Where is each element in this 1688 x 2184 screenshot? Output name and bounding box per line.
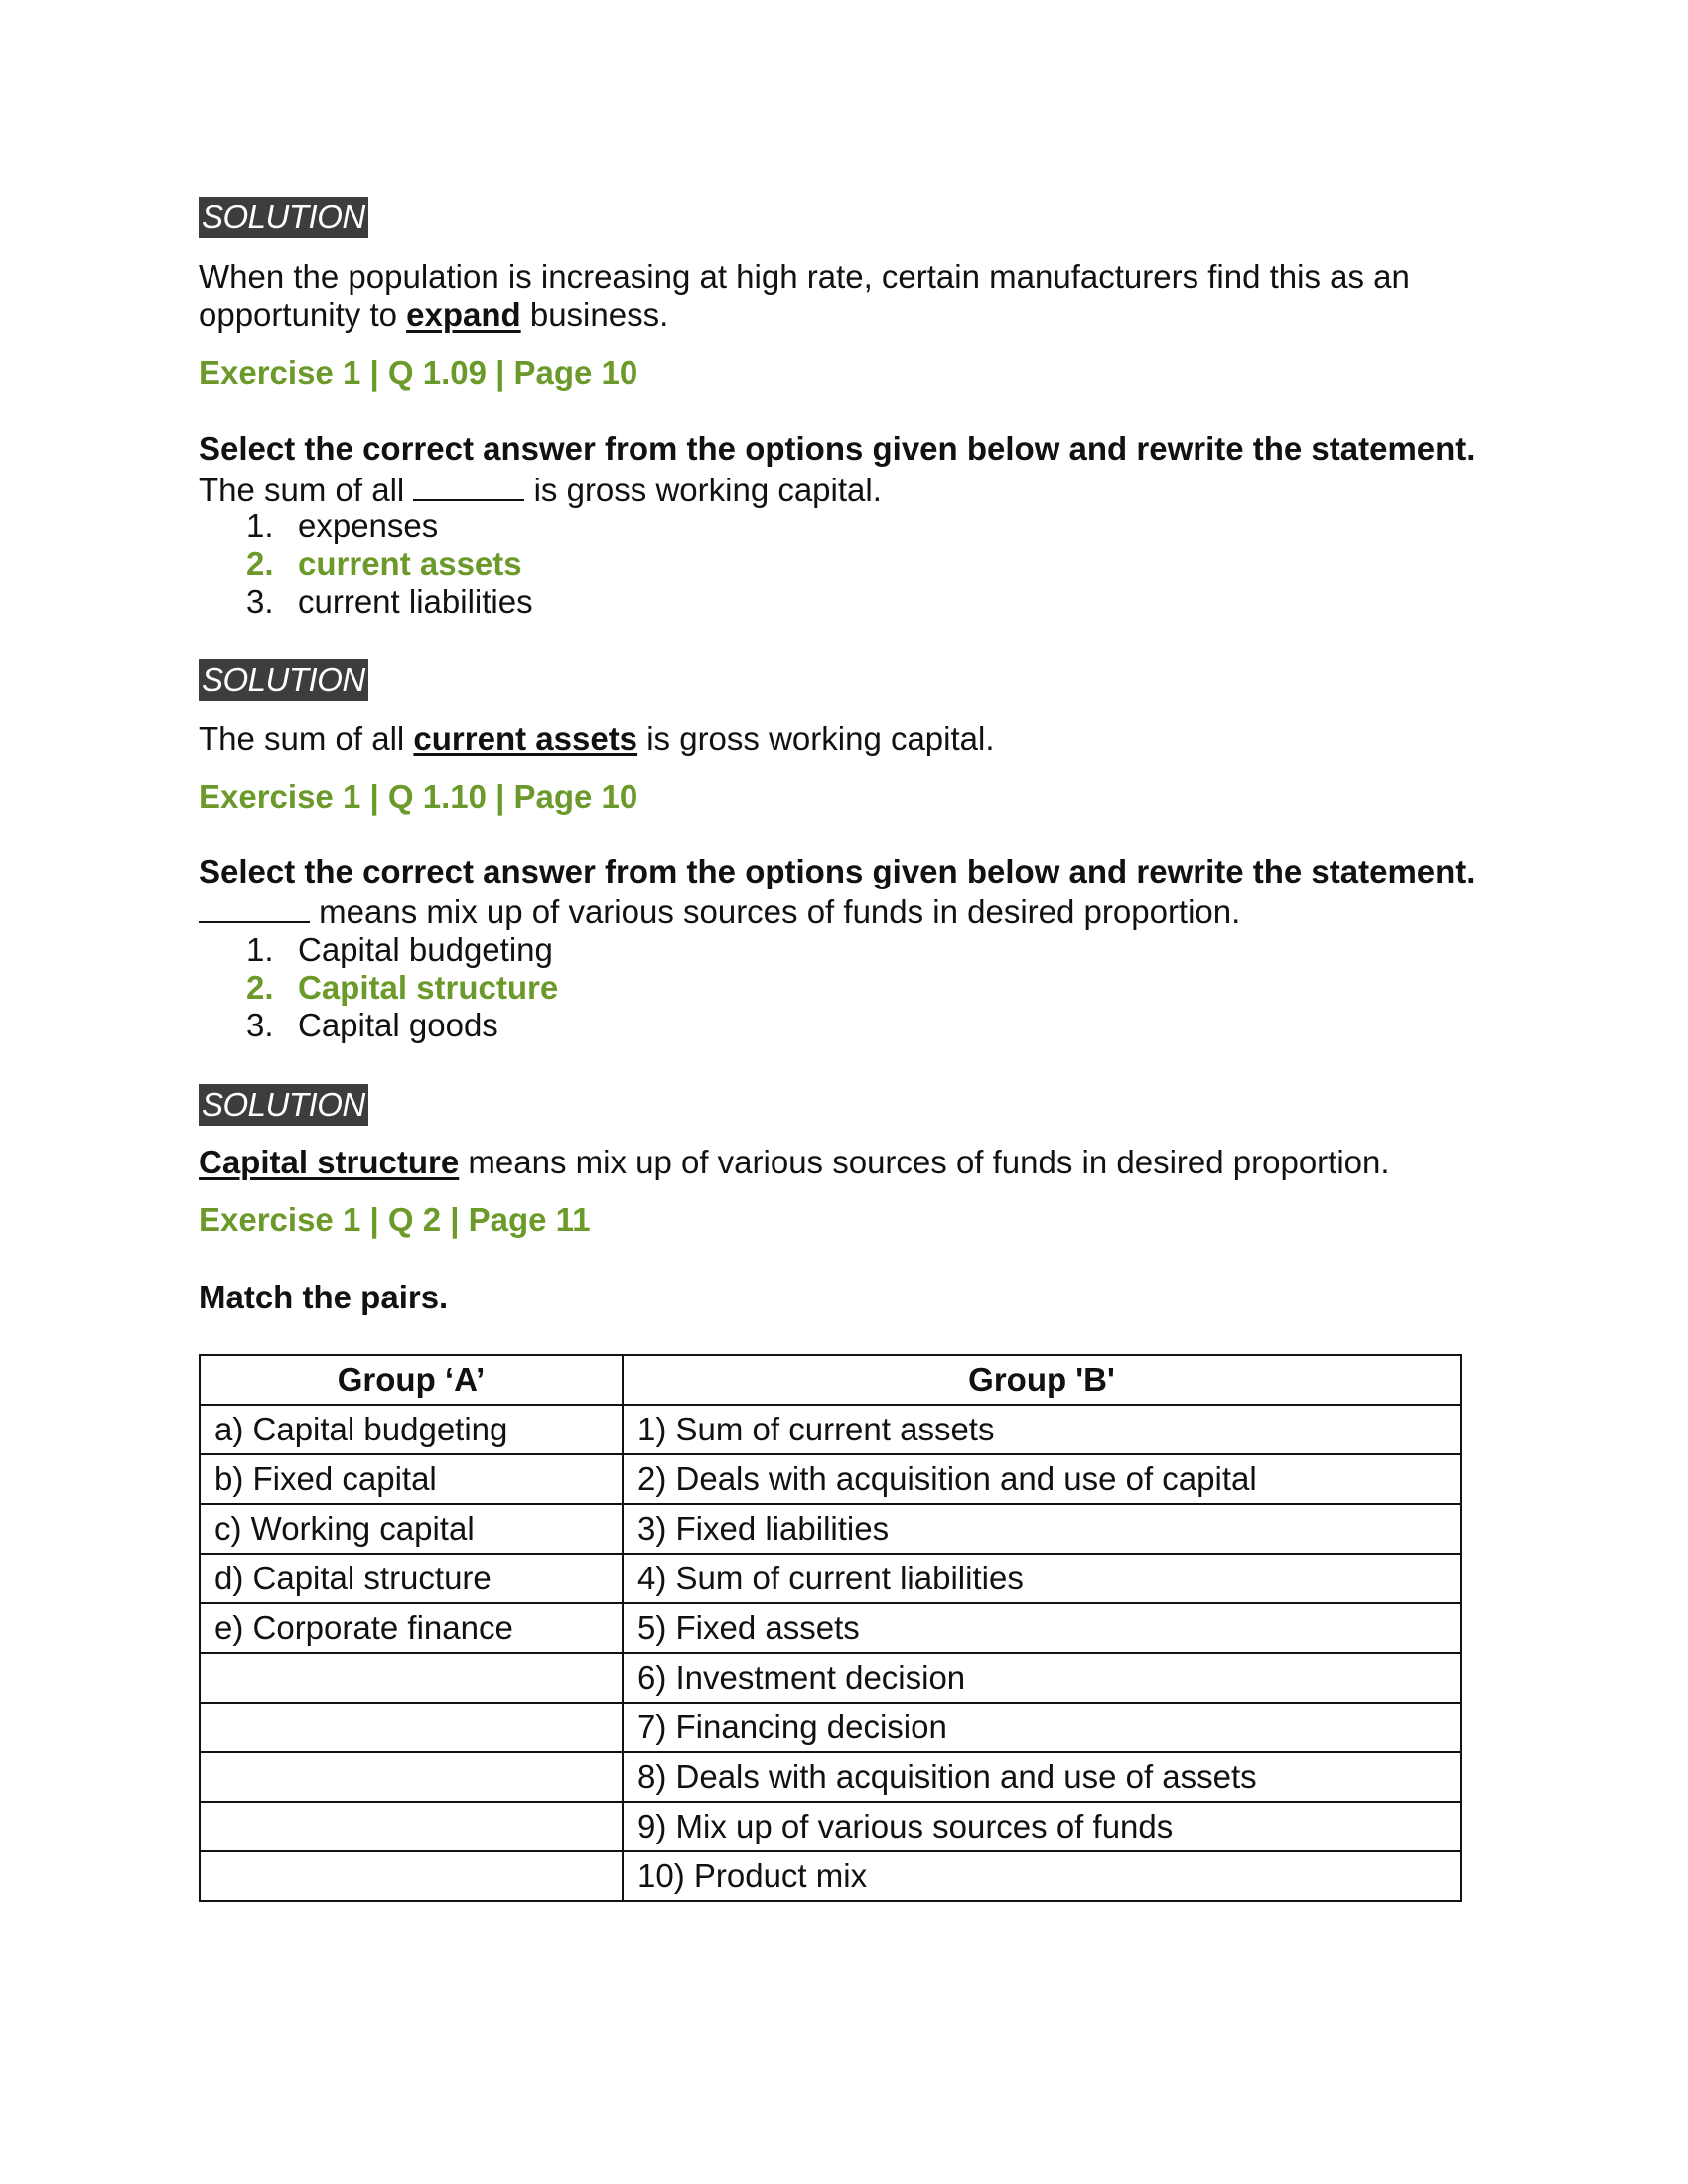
group-a-cell <box>200 1752 623 1802</box>
group-a-cell: c) Working capital <box>200 1504 623 1554</box>
list-item: 1. expenses <box>246 507 439 544</box>
solution-label: SOLUTION <box>199 197 368 238</box>
group-b-cell: 4) Sum of current liabilities <box>623 1554 1461 1603</box>
group-b-cell: 7) Financing decision <box>623 1703 1461 1752</box>
group-b-cell: 5) Fixed assets <box>623 1603 1461 1653</box>
options-list <box>199 931 558 1044</box>
answer-underlined: Capital structure <box>199 1144 460 1180</box>
exercise-heading: Exercise 1 | Q 1.10 | Page 10 <box>199 778 638 815</box>
table-row <box>200 1504 1461 1554</box>
question-statement: means mix up of various sources of funds in desired proportion. <box>199 891 1240 931</box>
group-b-cell: 8) Deals with acquisition and use of assets <box>623 1752 1461 1802</box>
table-row <box>200 1405 1461 1454</box>
question-instruction: Select the correct answer from the options given below and rewrite the statement. <box>199 853 1476 889</box>
list-item-correct: 2. Capital structure <box>246 969 559 1006</box>
answer-underlined: expand <box>406 296 521 333</box>
group-b-cell: 1) Sum of current assets <box>623 1405 1461 1454</box>
table-row <box>200 1653 1461 1703</box>
group-a-cell: d) Capital structure <box>200 1554 623 1603</box>
group-a-cell: b) Fixed capital <box>200 1454 623 1504</box>
exercise-heading: Exercise 1 | Q 1.09 | Page 10 <box>199 354 638 391</box>
table-row <box>200 1752 1461 1802</box>
group-b-cell: 6) Investment decision <box>623 1653 1461 1703</box>
group-b-cell: 3) Fixed liabilities <box>623 1504 1461 1554</box>
solution-label: SOLUTION <box>199 659 368 701</box>
group-a-cell <box>200 1653 623 1703</box>
table-row <box>200 1554 1461 1603</box>
group-b-cell: 9) Mix up of various sources of funds <box>623 1802 1461 1851</box>
group-a-cell <box>200 1851 623 1901</box>
table-header-row <box>200 1355 1461 1405</box>
blank-line <box>413 470 524 501</box>
list-item-correct: 2. current assets <box>246 545 522 582</box>
solution-label: SOLUTION <box>199 1084 368 1126</box>
table-row <box>200 1603 1461 1653</box>
exercise-heading: Exercise 1 | Q 2 | Page 11 <box>199 1201 591 1238</box>
group-a-cell <box>200 1802 623 1851</box>
solution-text: When the population is increasing at high rate, certain manufacturers find this as an opportunity to expand business. <box>199 258 1410 333</box>
options-list <box>199 507 533 620</box>
match-pairs-table <box>199 1354 1462 1902</box>
table-row <box>200 1802 1461 1851</box>
group-b-cell: 10) Product mix <box>623 1851 1461 1901</box>
list-item: 1. Capital budgeting <box>246 931 553 968</box>
group-a-cell <box>200 1703 623 1752</box>
blank-line <box>199 891 310 923</box>
table-row <box>200 1703 1461 1752</box>
column-header: Group 'B' <box>623 1355 1461 1405</box>
solution-text: The sum of all current assets is gross working capital. <box>199 720 995 756</box>
answer-underlined: current assets <box>413 720 638 756</box>
table-row <box>200 1851 1461 1901</box>
group-b-cell: 2) Deals with acquisition and use of capital <box>623 1454 1461 1504</box>
list-item: 3. Capital goods <box>246 1007 498 1043</box>
question-instruction: Match the pairs. <box>199 1279 449 1315</box>
question-statement: The sum of all is gross working capital. <box>199 472 882 508</box>
question-instruction: Select the correct answer from the options given below and rewrite the statement. <box>199 430 1476 467</box>
list-item: 3. current liabilities <box>246 583 533 619</box>
group-a-cell: a) Capital budgeting <box>200 1405 623 1454</box>
table-row <box>200 1454 1461 1504</box>
group-a-cell: e) Corporate finance <box>200 1603 623 1653</box>
column-header: Group ‘A’ <box>200 1355 623 1405</box>
solution-text: Capital structure means mix up of various sources of funds in desired proportion. <box>199 1144 1390 1180</box>
